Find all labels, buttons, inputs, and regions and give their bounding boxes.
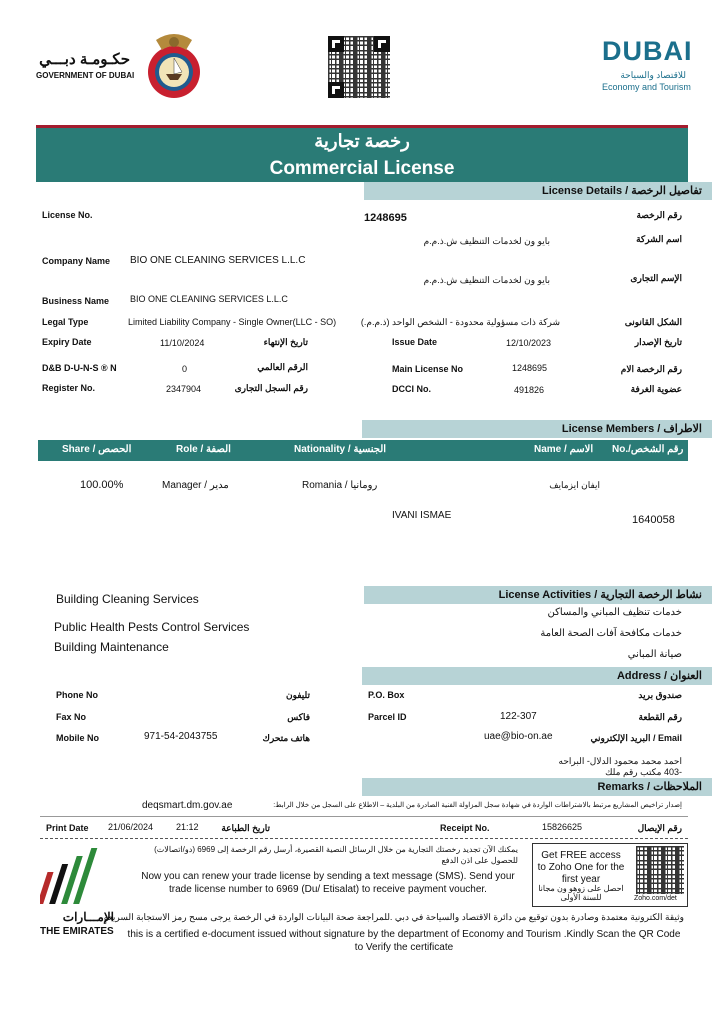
issue-value: 12/10/2023	[506, 338, 552, 348]
remarks-text-ar: إصدار تراخيص المشاريع مرتبط بالاشتراطات الواردة في شهادة سجل المزاولة الفنية الصادرة من البلدية – الاطلاع على السجل من خلال الرابط:	[273, 802, 682, 809]
address-header: Address / العنوان	[362, 667, 712, 685]
emirates-ar: الإمـــارات	[62, 910, 114, 924]
activity-en: Public Health Pests Control Services	[54, 620, 250, 634]
title-en: Commercial License	[269, 158, 455, 179]
issue-label-ar: تاريخ الإصدار	[634, 337, 682, 347]
phone-label: Phone No	[56, 690, 98, 700]
trade-name-label-ar: الإسم التجارى	[630, 273, 682, 283]
qr-code-zoho	[636, 846, 684, 894]
business-name-value: BIO ONE CLEANING SERVICES L.L.C	[130, 294, 288, 304]
title-ar: رخصة تجارية	[314, 131, 410, 151]
pobox-label-ar: صندوق بريد	[638, 690, 682, 700]
divider	[40, 816, 688, 817]
member-nationality: Romania / رومانيا	[302, 480, 378, 491]
receipt-label: Receipt No.	[440, 823, 490, 833]
issue-label: Issue Date	[392, 337, 438, 347]
legal-type-label: Legal Type	[42, 317, 89, 327]
dubai-logo-text: DUBAI	[602, 36, 693, 66]
phone-label-ar: تليفون	[285, 690, 310, 700]
dcci-label-ar: عضوية الغرفة	[630, 384, 682, 394]
dcci-label: DCCI No.	[392, 384, 431, 394]
remarks-url: deqsmart.dm.gov.ae	[142, 800, 233, 811]
sms-ar: يمكنك الآن تجديد رخصتك التجارية من خلال الرسائل النصية القصيرة، أرسل رقم الرخصة إلى 6969 (دو/اتصالات) للحصول على اذن الدفع	[154, 845, 518, 865]
license-details-header: License Details / تفاصيل الرخصة	[364, 182, 712, 200]
register-label: Register No.	[42, 383, 96, 393]
dcci-value: 491826	[514, 385, 545, 395]
print-time-value: 21:12	[176, 822, 199, 832]
activity-ar: صيانة المباني	[627, 649, 682, 660]
gov-en-text: GOVERNMENT OF DUBAI	[36, 71, 135, 80]
company-name-label: Company Name	[42, 256, 111, 266]
zoho-url: Zoho.com/det	[634, 895, 677, 902]
col-no: No./رقم الشخص	[612, 444, 684, 455]
fax-label-ar: فاكس	[287, 712, 310, 722]
main-license-label: Main License No	[392, 364, 464, 374]
dept-en-text: Economy and Tourism	[602, 82, 691, 92]
emirates-en: THE EMIRATES	[40, 926, 114, 937]
receipt-value: 15826625	[542, 822, 583, 832]
col-role: Role / الصفة	[176, 444, 231, 455]
legal-type-label-ar: الشكل القانونى	[624, 317, 682, 327]
qr-finder-icon	[328, 82, 344, 98]
address-ar: احمد محمد محمود الدلال- البراحه -403 مكتب رقم ملك	[558, 756, 682, 777]
certified-en: this is a certified e-document issued without signature by the department of Economy and Tourism .Kindly Scan the QR Code to Verify the certificate	[127, 929, 681, 953]
col-name: Name / الاسم	[534, 444, 594, 455]
main-license-value: 1248695	[512, 363, 548, 373]
email-label: Email / البريد الإلكتروني	[590, 733, 682, 743]
member-role: Manager / مدير	[162, 480, 229, 491]
remarks-header: Remarks / الملاحظات	[362, 778, 712, 796]
dubai-emblem-icon	[138, 28, 210, 100]
legal-type-ar: شركة ذات مسؤولية محدودة - الشخص الواحد (ذ.م.م.)	[360, 317, 560, 327]
license-no-value: 1248695	[364, 212, 407, 224]
parcel-label: Parcel ID	[368, 712, 407, 722]
register-label-ar: رقم السجل التجارى	[234, 383, 308, 393]
duns-label: D&B D-U-N-S ® N	[42, 363, 117, 373]
duns-label-ar: الرقم العالمي	[257, 362, 308, 372]
license-activities-header: License Activities / نشاط الرخصة التجارية	[364, 586, 712, 604]
expiry-label: Expiry Date	[42, 337, 92, 347]
sms-en: Now you can renew your trade license by sending a text message (SMS). Send your trade license number to 6969 (Du/ Etisalat) to receive payment voucher.	[141, 871, 515, 895]
certified-ar: وثيقة الكترونية معتمدة وصادرة بدون توقيع من دائرة الاقتصاد والسياحة في دبي .للمراجعة صحة البيانات الواردة في الرخصة يرجى مسح رمز الاستجابة السريعة	[103, 912, 684, 922]
legal-type-value: Limited Liability Company - Single Owner(LLC - SO)	[128, 317, 337, 327]
qr-finder-icon	[328, 36, 344, 52]
activity-en: Building Maintenance	[54, 640, 169, 654]
business-name-label: Business Name	[42, 296, 110, 306]
license-no-label: License No.	[42, 210, 93, 220]
fax-label: Fax No	[56, 712, 87, 722]
parcel-value: 122-307	[500, 711, 537, 722]
emirates-logo-icon	[40, 846, 112, 910]
member-name-en: IVANI ISMAE	[392, 510, 452, 521]
zoho-en: Get FREE access to Zoho One for the first year	[537, 850, 625, 885]
activity-ar: خدمات مكافحة آفات الصحة العامة	[540, 628, 682, 639]
activity-ar: خدمات تنظيف المباني والمساكن	[547, 607, 682, 618]
gov-ar-text: حكـومـة دبـــي	[39, 51, 130, 68]
expiry-label-ar: تاريخ الإنتهاء	[263, 337, 308, 347]
zoho-ar: احصل على زوهو ون مجانا للسنة الأولى	[538, 884, 624, 902]
member-name-ar: ايفان ايزمايف	[549, 480, 600, 490]
mobile-label: Mobile No	[56, 733, 99, 743]
print-date-value: 21/06/2024	[108, 822, 154, 832]
parcel-label-ar: رقم القطعة	[638, 712, 682, 722]
print-date-label: Print Date	[46, 823, 89, 833]
main-license-label-ar: رقم الرخصة الام	[620, 364, 682, 374]
print-date-label-ar: تاريخ الطباعة	[221, 823, 270, 833]
qr-finder-icon	[374, 36, 390, 52]
email-value: uae@bio-on.ae	[484, 731, 553, 742]
register-value: 2347904	[166, 384, 202, 394]
col-share: Share / الحصص	[62, 444, 132, 455]
member-share: 100.00%	[80, 479, 124, 491]
receipt-label-ar: رقم الإيصال	[637, 823, 682, 833]
mobile-value: 971-54-2043755	[144, 731, 218, 742]
activity-en: Building Cleaning Services	[56, 592, 199, 606]
dept-ar-text: للاقتصاد والسياحة	[620, 70, 686, 80]
member-person-no: 1640058	[632, 514, 675, 526]
col-nationality: Nationality / الجنسية	[294, 444, 387, 455]
mobile-label-ar: هاتف متحرك	[262, 733, 310, 743]
license-members-header: License Members / الاطراف	[362, 420, 712, 438]
dashed-divider	[40, 838, 688, 839]
license-no-label-ar: رقم الرخصة	[636, 210, 682, 220]
company-name-ar: بايو ون لخدمات التنظيف ش.ذ.م.م	[423, 236, 550, 246]
company-name-value: BIO ONE CLEANING SERVICES L.L.C	[130, 255, 306, 266]
expiry-value: 11/10/2024	[160, 338, 205, 348]
duns-value: 0	[182, 364, 188, 374]
pobox-label: P.O. Box	[368, 690, 405, 700]
company-name-label-ar: اسم الشركة	[636, 234, 682, 244]
trade-name-ar: بايو ون لخدمات التنظيف ش.ذ.م.م	[423, 275, 550, 285]
